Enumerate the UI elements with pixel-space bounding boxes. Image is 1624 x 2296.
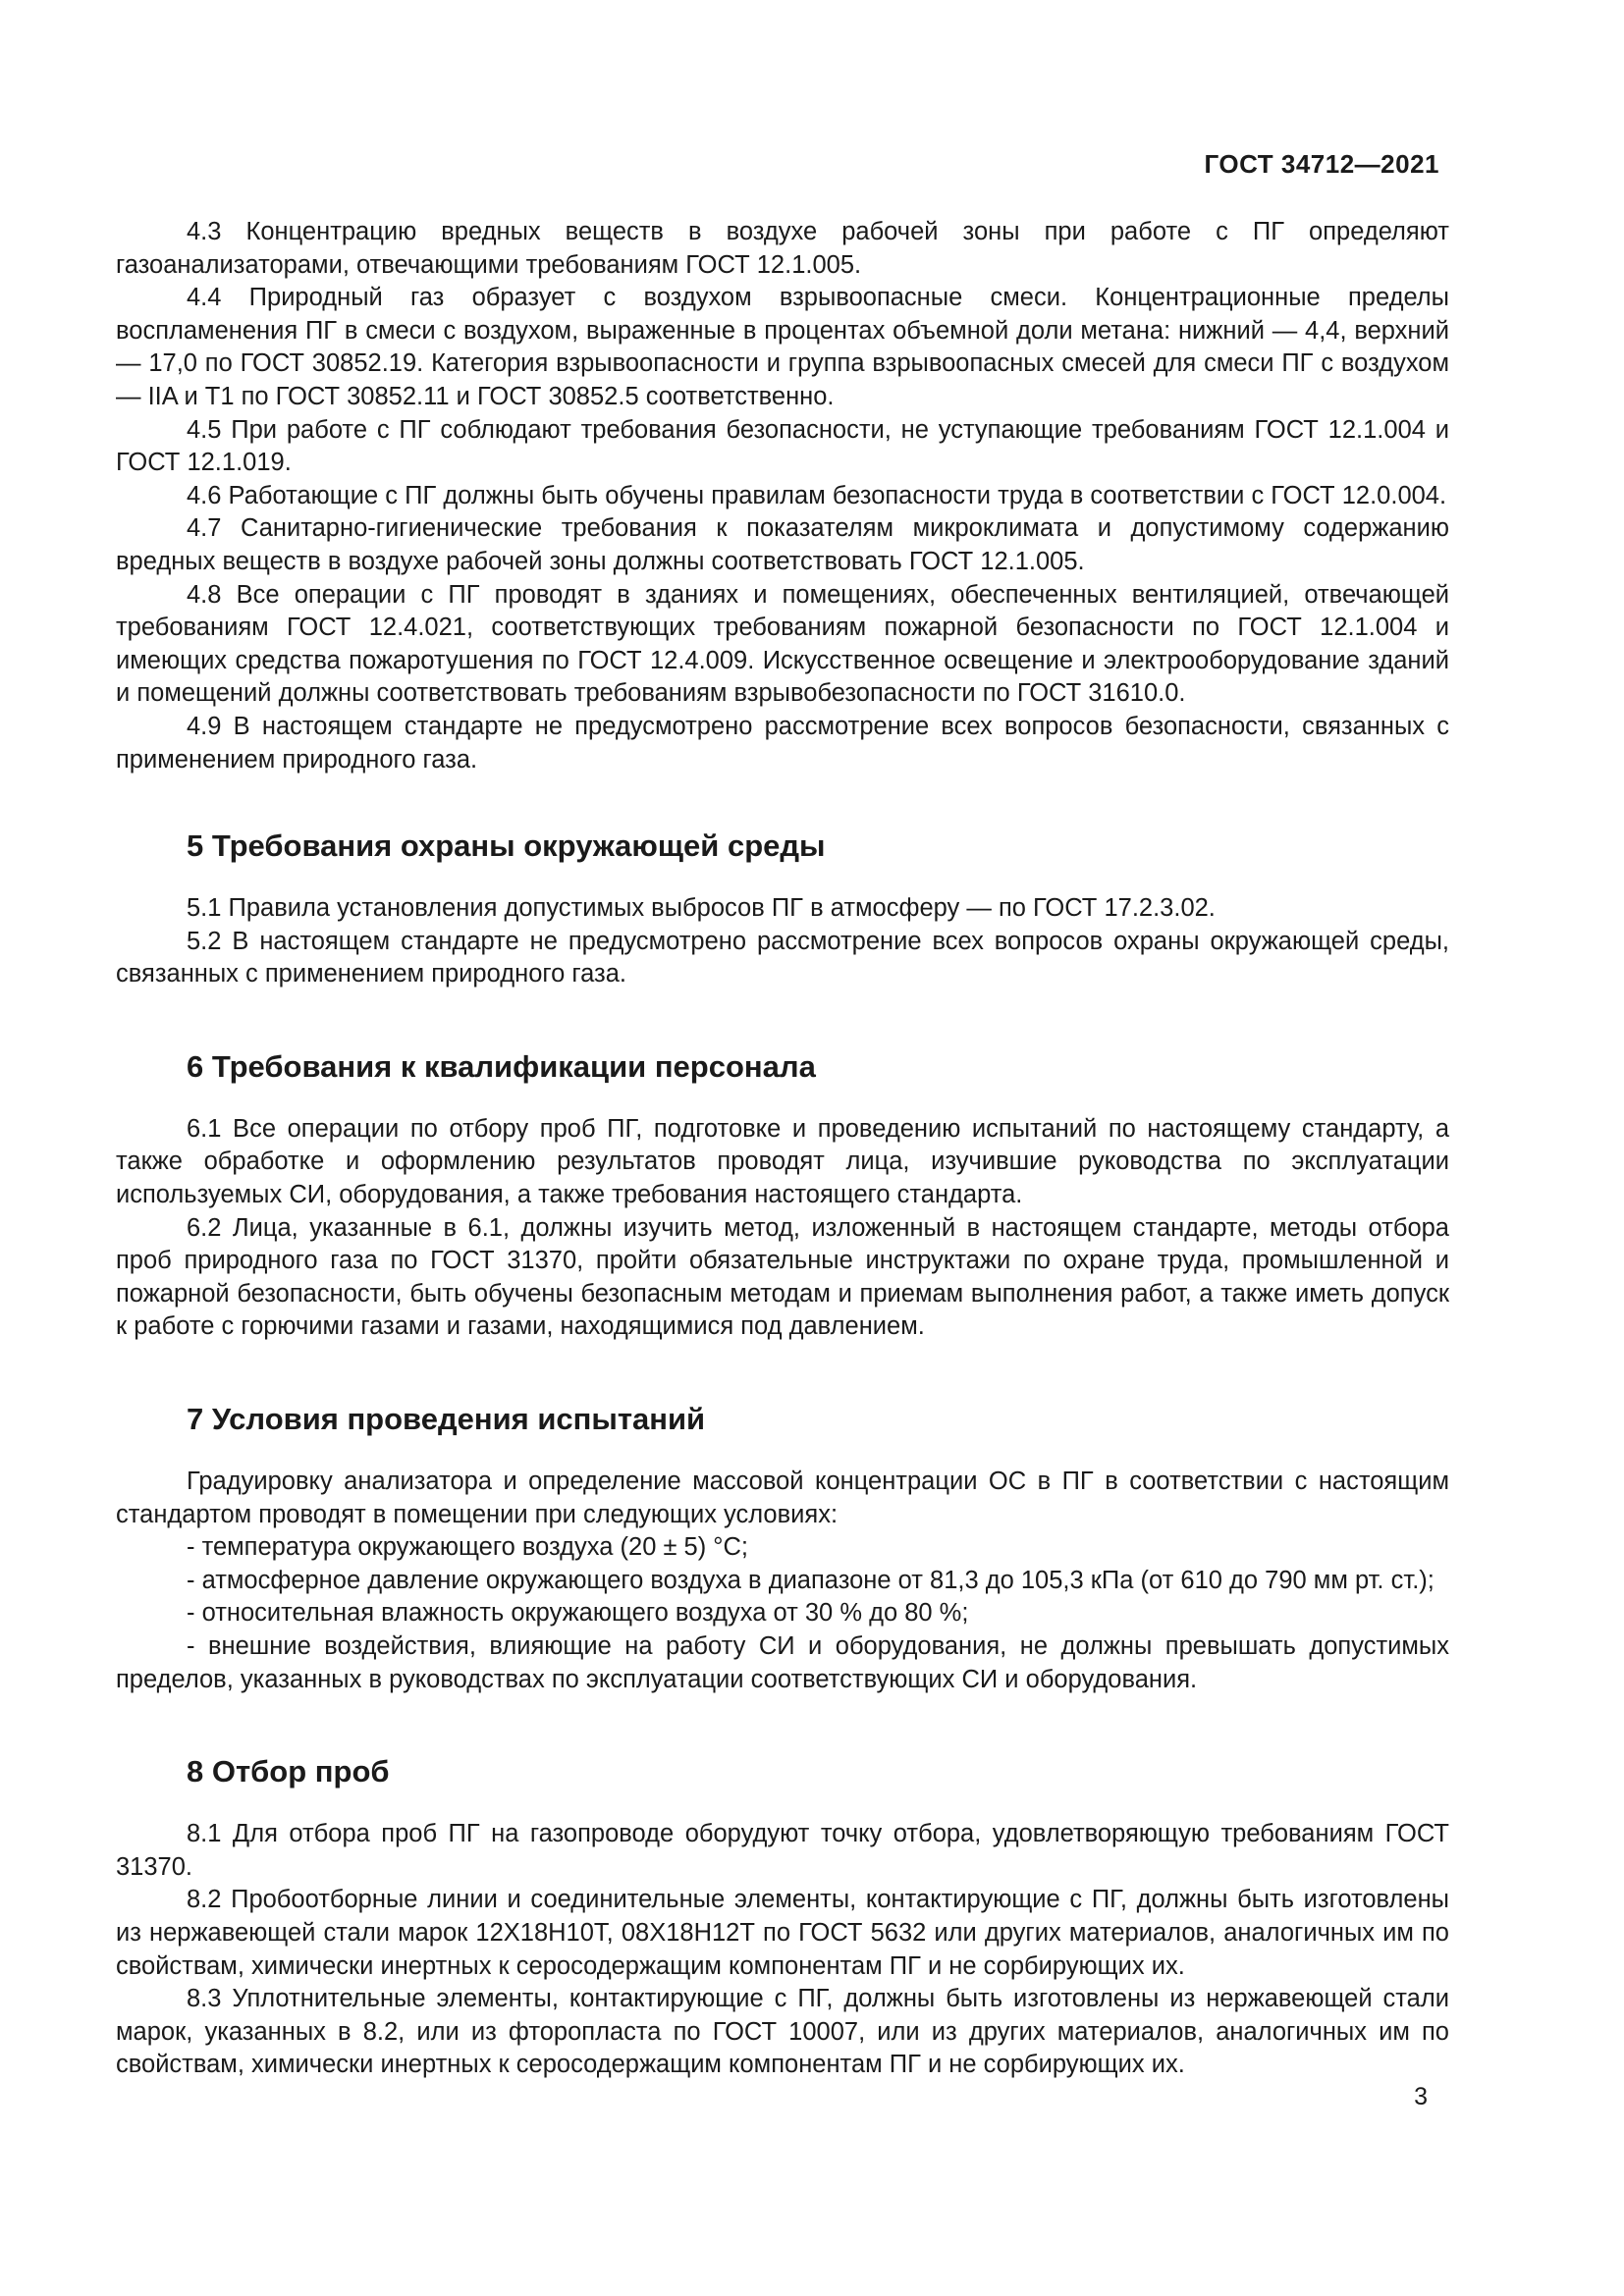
paragraph-4-7: 4.7 Санитарно-гигиенические требования к показателям микроклимата и допустимому содержанию вредных веществ в воздухе рабочей зоны должны соответствовать ГОСТ 12.1.005.	[116, 514, 1449, 575]
paragraph-4-9: 4.9 В настоящем стандарте не предусмотрено рассмотрение всех вопросов безопасности, связанных с применением природного газа.	[116, 712, 1449, 774]
paragraph-8-3: 8.3 Уплотнительные элементы, контактирующие с ПГ, должны быть изготовлены из нержавеющей стали марок, указанных в 8.2, или из фторопласта по ГОСТ 10007, или из других материалов, аналогичных им по свойствам, химически инертных к серосодержащим компонентам ПГ и не сорбирующих их.	[116, 1985, 1449, 2079]
condition-temperature: - температура окружающего воздуха (20 ± 5) °С;	[187, 1533, 748, 1562]
page-number: 3	[1414, 2083, 1428, 2110]
paragraph-8-2: 8.2 Пробоотборные линии и соединительные элементы, контактирующие с ПГ, должны быть изготовлены из нержавеющей стали марок 12Х18Н10Т, 08Х18Н12Т по ГОСТ 5632 или других материалов, аналогичных им по свойствам, химически инертных к серосодержащим компонентам ПГ и не сорбирующих их.	[116, 1886, 1449, 1980]
section-6-heading: 6 Требования к квалификации персонала	[187, 1048, 816, 1084]
paragraph-4-6: 4.6 Работающие с ПГ должны быть обучены правилам безопасности труда в соответствии с ГОСТ 12.0.004.	[187, 481, 1447, 509]
section-8-heading: 8 Отбор проб	[187, 1754, 390, 1789]
paragraph-4-5: 4.5 При работе с ПГ соблюдают требования безопасности, не уступающие требованиям ГОСТ 12.1.004 и ГОСТ 12.1.019.	[116, 415, 1449, 477]
paragraph-6-2: 6.2 Лица, указанные в 6.1, должны изучить метод, изложенный в настоящем стандарте, методы отбора проб природного газа по ГОСТ 31370, пройти обязательные инструктажи по охране труда, промышленной и пожарной безопасности, быть обучены безопасным методам и приемам выполнения работ, а также иметь допуск к работе с горючими газами и газами, находящимися под давлением.	[116, 1213, 1449, 1341]
section-5-heading: 5 Требования охраны окружающей среды	[187, 828, 826, 864]
paragraph-7-intro: Градуировку анализатора и определение массовой концентрации ОС в ПГ в соответствии с настоящим стандартом проводят в помещении при следующих условиях:	[116, 1468, 1449, 1528]
paragraph-6-1: 6.1 Все операции по отбору проб ПГ, подготовке и проведению испытаний по настоящему стандарту, а также обработке и оформлению результатов проводят лица, изучившие руководства по эксплуатации используемых СИ, оборудования, а также требования настоящего стандарта.	[116, 1114, 1449, 1209]
paragraph-5-1: 5.1 Правила установления допустимых выбросов ПГ в атмосферу — по ГОСТ 17.2.3.02.	[187, 894, 1216, 923]
paragraph-4-3: 4.3 Концентрацию вредных веществ в воздухе рабочей зоны при работе с ПГ определяют газоанализаторами, отвечающими требованиям ГОСТ 12.1.005.	[116, 218, 1449, 279]
paragraph-4-4: 4.4 Природный газ образует с воздухом взрывоопасные смеси. Концентрационные пределы воспламенения ПГ в смеси с воздухом, выраженные в процентах объемной доли метана: нижний — 4,4, верхний — 17,0 по ГОСТ 30852.19. Категория взрывоопасности и группа взрывоопасных смесей для смеси ПГ с воздухом — IIA и Т1 по ГОСТ 30852.11 и ГОСТ 30852.5 соответственно.	[116, 284, 1449, 410]
paragraph-5-2: 5.2 В настоящем стандарте не предусмотрено рассмотрение всех вопросов охраны окружающей среды, связанных с применением природного газа.	[116, 927, 1449, 988]
paragraph-4-8: 4.8 Все операции с ПГ проводят в зданиях и помещениях, обеспеченных вентиляцией, отвечающей требованиям ГОСТ 12.4.021, соответствующих требованиям пожарной безопасности по ГОСТ 12.1.004 и имеющих средства пожаротушения по ГОСТ 12.4.009. Искусственное освещение и электрооборудование зданий и помещений должны соответствовать требованиям взрывобезопасности по ГОСТ 31610.0.	[116, 580, 1449, 708]
condition-pressure: - атмосферное давление окружающего воздуха в диапазоне от 81,3 до 105,3 кПа (от 610 до 790 мм рт. ст.);	[187, 1566, 1435, 1594]
paragraph-8-1: 8.1 Для отбора проб ПГ на газопроводе оборудуют точку отбора, удовлетворяющую требованиям ГОСТ 31370.	[116, 1820, 1449, 1881]
section-7-heading: 7 Условия проведения испытаний	[187, 1402, 706, 1437]
document-code-header: ГОСТ 34712—2021	[1204, 149, 1439, 179]
page-content	[116, 216, 1449, 2082]
condition-humidity: - относительная влажность окружающего воздуха от 30 % до 80 %;	[187, 1599, 969, 1628]
condition-external-influences: - внешние воздействия, влияющие на работу СИ и оборудования, не должны превышать допустимых пределов, указанных в руководствах по эксплуатации соответствующих СИ и оборудования.	[116, 1632, 1449, 1693]
